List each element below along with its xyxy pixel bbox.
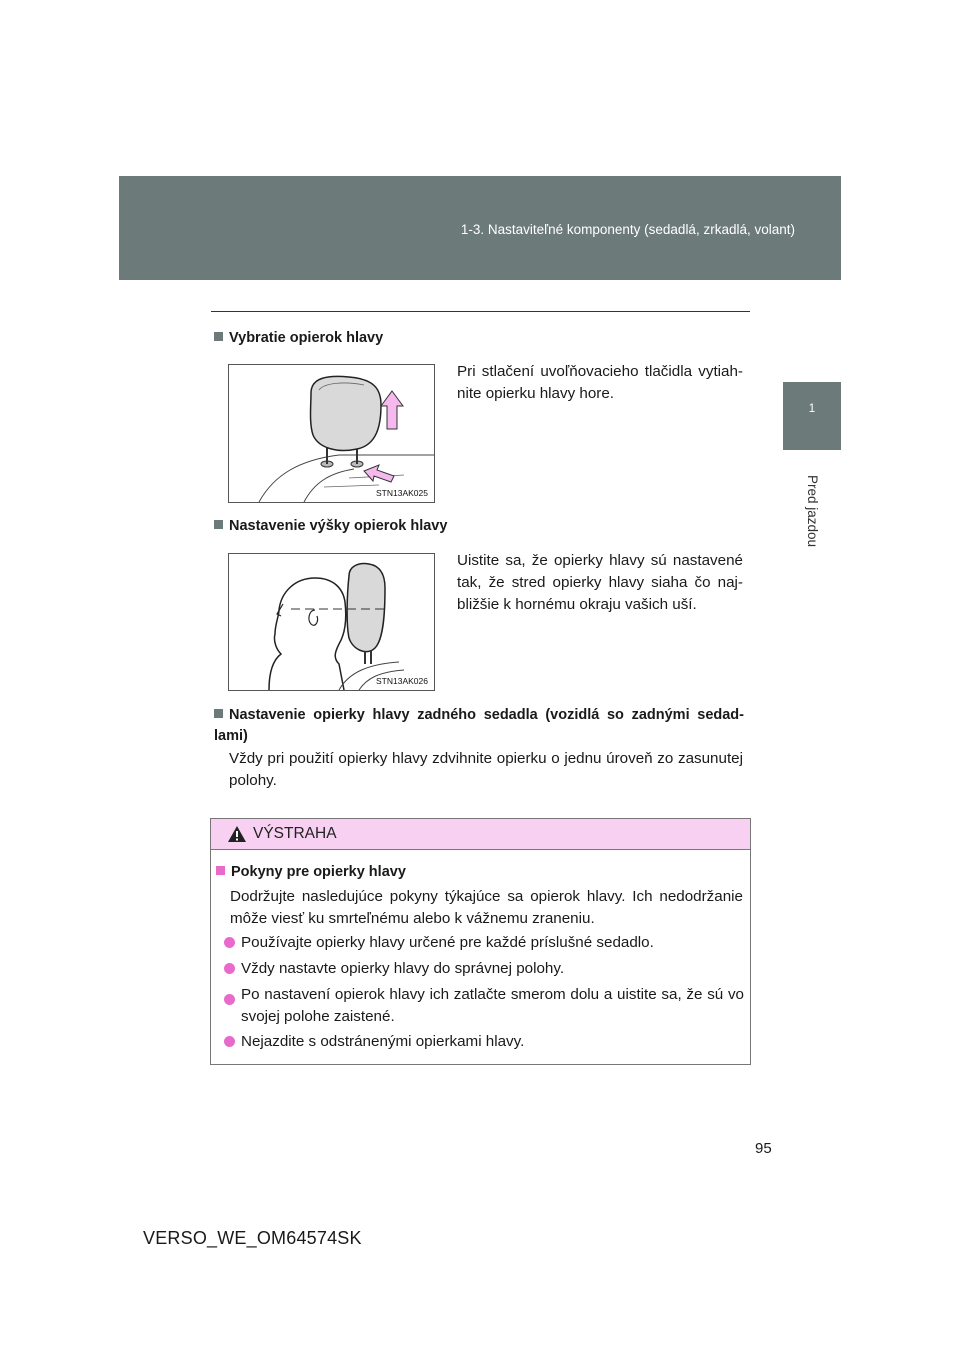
warning-heading bbox=[216, 864, 406, 880]
warning-bullet-text: Nejazdite s odstránenými opierkami hlavy. bbox=[241, 1033, 525, 1050]
bullet-dot-icon bbox=[224, 937, 235, 948]
chapter-header-band bbox=[119, 176, 841, 280]
headrest-removal-illustration bbox=[229, 365, 434, 502]
warning-bullet-text: Vždy nastavte opierky hlavy do správnej polohy. bbox=[241, 960, 565, 977]
figure-code: STN13AK025 bbox=[376, 488, 428, 498]
bullet-dot-icon bbox=[224, 963, 235, 974]
warning-box bbox=[210, 818, 751, 1065]
warning-title: VÝSTRAHA bbox=[253, 825, 337, 842]
headrest-height-illustration bbox=[229, 554, 434, 690]
figure-headrest-height bbox=[228, 553, 435, 691]
figure-headrest-removal bbox=[228, 364, 435, 503]
warning-intro: Dodržujte nasledujúce pokyny týkajúce sa opierok hlavy. Ich nedodržanie môže viesť ku smrteľnému alebo k vážnemu zraneniu. bbox=[230, 888, 743, 927]
section-heading-rear bbox=[214, 705, 744, 747]
warning-bullet-text: Po nastavení opierok hlavy ich zatlačte smerom dolu a uistite sa, že sú vo svojej polohe zaistené. bbox=[241, 986, 744, 1025]
section-text-removal: Pri stlačení uvoľňovacieho tlačidla vytiah-nite opierku hlavy hore. bbox=[457, 363, 743, 402]
section-heading-height bbox=[214, 518, 447, 534]
section-text-rear: Vždy pri použití opierky hlavy zdvihnite opierku o jednu úroveň zo zasunutej polohy. bbox=[229, 750, 743, 789]
square-bullet-icon bbox=[214, 709, 223, 718]
warning-bullet bbox=[224, 932, 744, 954]
warning-triangle-icon bbox=[227, 825, 247, 843]
bullet-dot-icon bbox=[224, 994, 235, 1005]
figure-code: STN13AK026 bbox=[376, 676, 428, 686]
warning-bullet bbox=[224, 958, 744, 980]
warning-heading-text: Pokyny pre opierky hlavy bbox=[231, 864, 406, 880]
square-bullet-icon bbox=[216, 866, 225, 875]
warning-bullet bbox=[224, 1031, 744, 1053]
warning-header bbox=[211, 819, 750, 850]
square-bullet-icon bbox=[214, 520, 223, 529]
warning-bullet bbox=[224, 984, 744, 1028]
bullet-dot-icon bbox=[224, 1036, 235, 1047]
section-heading-text: Vybratie opierok hlavy bbox=[229, 330, 384, 346]
section-text-height: Uistite sa, že opierky hlavy sú nastavené tak, že stred opierky hlavy siaha čo naj-bližšie k hornému okraju vašich uší. bbox=[457, 552, 743, 613]
chapter-number: 1 bbox=[808, 403, 816, 415]
top-divider bbox=[211, 311, 750, 312]
section-heading-text: Nastavenie výšky opierok hlavy bbox=[229, 518, 448, 534]
section-heading-text: Nastavenie opierky hlavy zadného sedadla (vozidlá so zadnými sedad-lami) bbox=[214, 707, 744, 744]
section-heading-removal bbox=[214, 330, 383, 346]
warning-bullet-text: Používajte opierky hlavy určené pre každé príslušné sedadlo. bbox=[241, 934, 654, 951]
page-number: 95 bbox=[755, 1140, 772, 1157]
chapter-label: Pred jazdou bbox=[805, 474, 820, 548]
section-title: 1-3. Nastaviteľné komponenty (sedadlá, zrkadlá, volant) bbox=[460, 222, 795, 237]
square-bullet-icon bbox=[214, 332, 223, 341]
chapter-tab bbox=[783, 382, 841, 450]
document-code: VERSO_WE_OM64574SK bbox=[143, 1228, 362, 1248]
